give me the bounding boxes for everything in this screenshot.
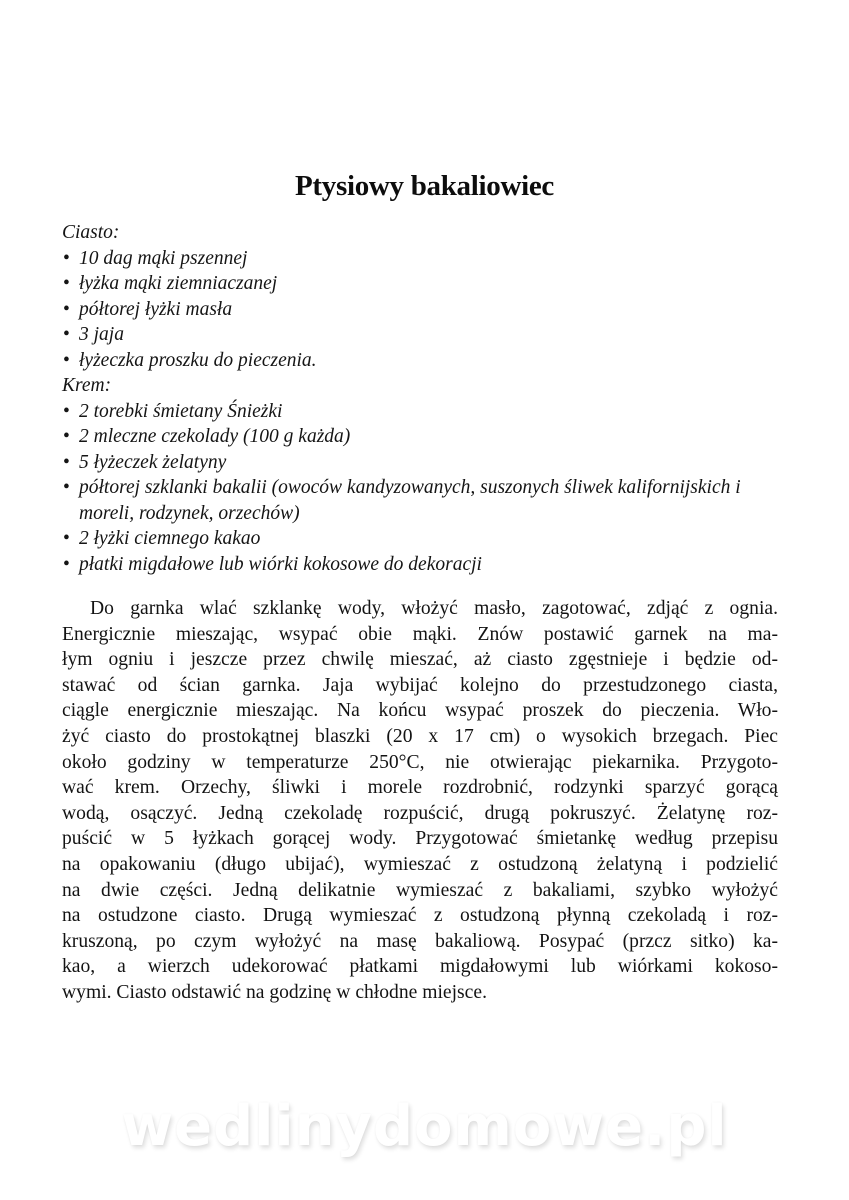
- method-line: ciągle energicznie mieszając. Na końcu wsypać proszek do pieczenia. Wło-: [62, 700, 778, 722]
- ingredient-item: • 2 torebki śmietany Śnieżki: [62, 399, 782, 425]
- recipe-title: Ptysiowy bakaliowiec: [294, 170, 555, 202]
- method-line: wodą, osączyć. Jedną czekoladę rozpuścić, drugą pokruszyć. Żelatynę roz-: [62, 802, 778, 824]
- ingredient-item: • 2 łyżki ciemnego kakao: [62, 526, 782, 552]
- ingredient-item: • 3 jaja: [62, 322, 782, 348]
- section-label-krem: Krem:: [62, 375, 112, 396]
- ingredient-item: • półtorej szklanki bakalii (owoców kandyzowanych, suszonych śliwek kalifornijskich i moreli, rodzynek, orzechów): [62, 475, 782, 526]
- watermark: wedlinydomowe.pl: [121, 1094, 728, 1159]
- method-line: puścić w 5 łyżkach gorącej wody. Przygotować śmietankę według przepisu: [62, 828, 778, 850]
- ingredient-item: • łyżeczka proszku do pieczenia.: [62, 348, 782, 374]
- ingredient-item: • łyżka mąki ziemniaczanej: [62, 271, 782, 297]
- method-line: kruszoną, po czym wyłożyć na masę bakaliową. Posypać (przcz sitko) ka-: [62, 930, 778, 952]
- method-line: stawać od ścian garnka. Jaja wybijać kolejno do przestudzonego ciasta,: [62, 674, 778, 696]
- method-line: łym ogniu i jeszcze przez chwilę mieszać, aż ciasto zgęstnieje i będzie od-: [62, 649, 778, 671]
- method-paragraph: [62, 596, 778, 1006]
- method-line: wymi. Ciasto odstawić na godzinę w chłodne miejsce.: [62, 981, 487, 1003]
- method-line: Energicznie mieszając, wsypać obie mąki. Znów postawić garnek na ma-: [62, 623, 778, 645]
- ingredient-item: • płatki migdałowe lub wiórki kokosowe do dekoracji: [62, 552, 782, 578]
- ingredient-item: • 2 mleczne czekolady (100 g każda): [62, 424, 782, 450]
- section-label-ciasto: Ciasto:: [62, 222, 120, 243]
- method-line: Do garnka wlać szklankę wody, włożyć masło, zagotować, zdjąć z ognia.: [90, 598, 778, 619]
- method-line: wać krem. Orzechy, śliwki i morele rozdrobnić, rodzynki sparzyć gorącą: [62, 777, 778, 799]
- method-line: na ostudzone ciasto. Drugą wymieszać z ostudzoną płynną czekoladą i roz-: [62, 905, 778, 927]
- ingredient-list-krem: [62, 399, 782, 578]
- method-line: kao, a wierzch udekorować płatkami migdałowymi lub wiórkami kokoso-: [62, 956, 778, 978]
- method-line: żyć ciasto do prostokątnej blaszki (20 x 17 cm) o wysokich brzegach. Piec: [62, 725, 778, 747]
- method-line: około godziny w temperaturze 250°C, nie otwierając piekarnika. Przygoto-: [62, 751, 778, 773]
- ingredients-block: [62, 220, 782, 577]
- ingredient-item: • 10 dag mąki pszennej: [62, 246, 782, 272]
- ingredient-item: • półtorej łyżki masła: [62, 297, 782, 323]
- ingredient-item: • 5 łyżeczek żelatyny: [62, 450, 782, 476]
- method-line: na opakowaniu (długo ubijać), wymieszać z ostudzoną żelatyną i podzielić: [62, 853, 778, 875]
- ingredient-list-ciasto: [62, 246, 782, 374]
- method-line: na dwie części. Jedną delikatnie wymieszać z bakaliami, szybko wyłożyć: [62, 879, 778, 901]
